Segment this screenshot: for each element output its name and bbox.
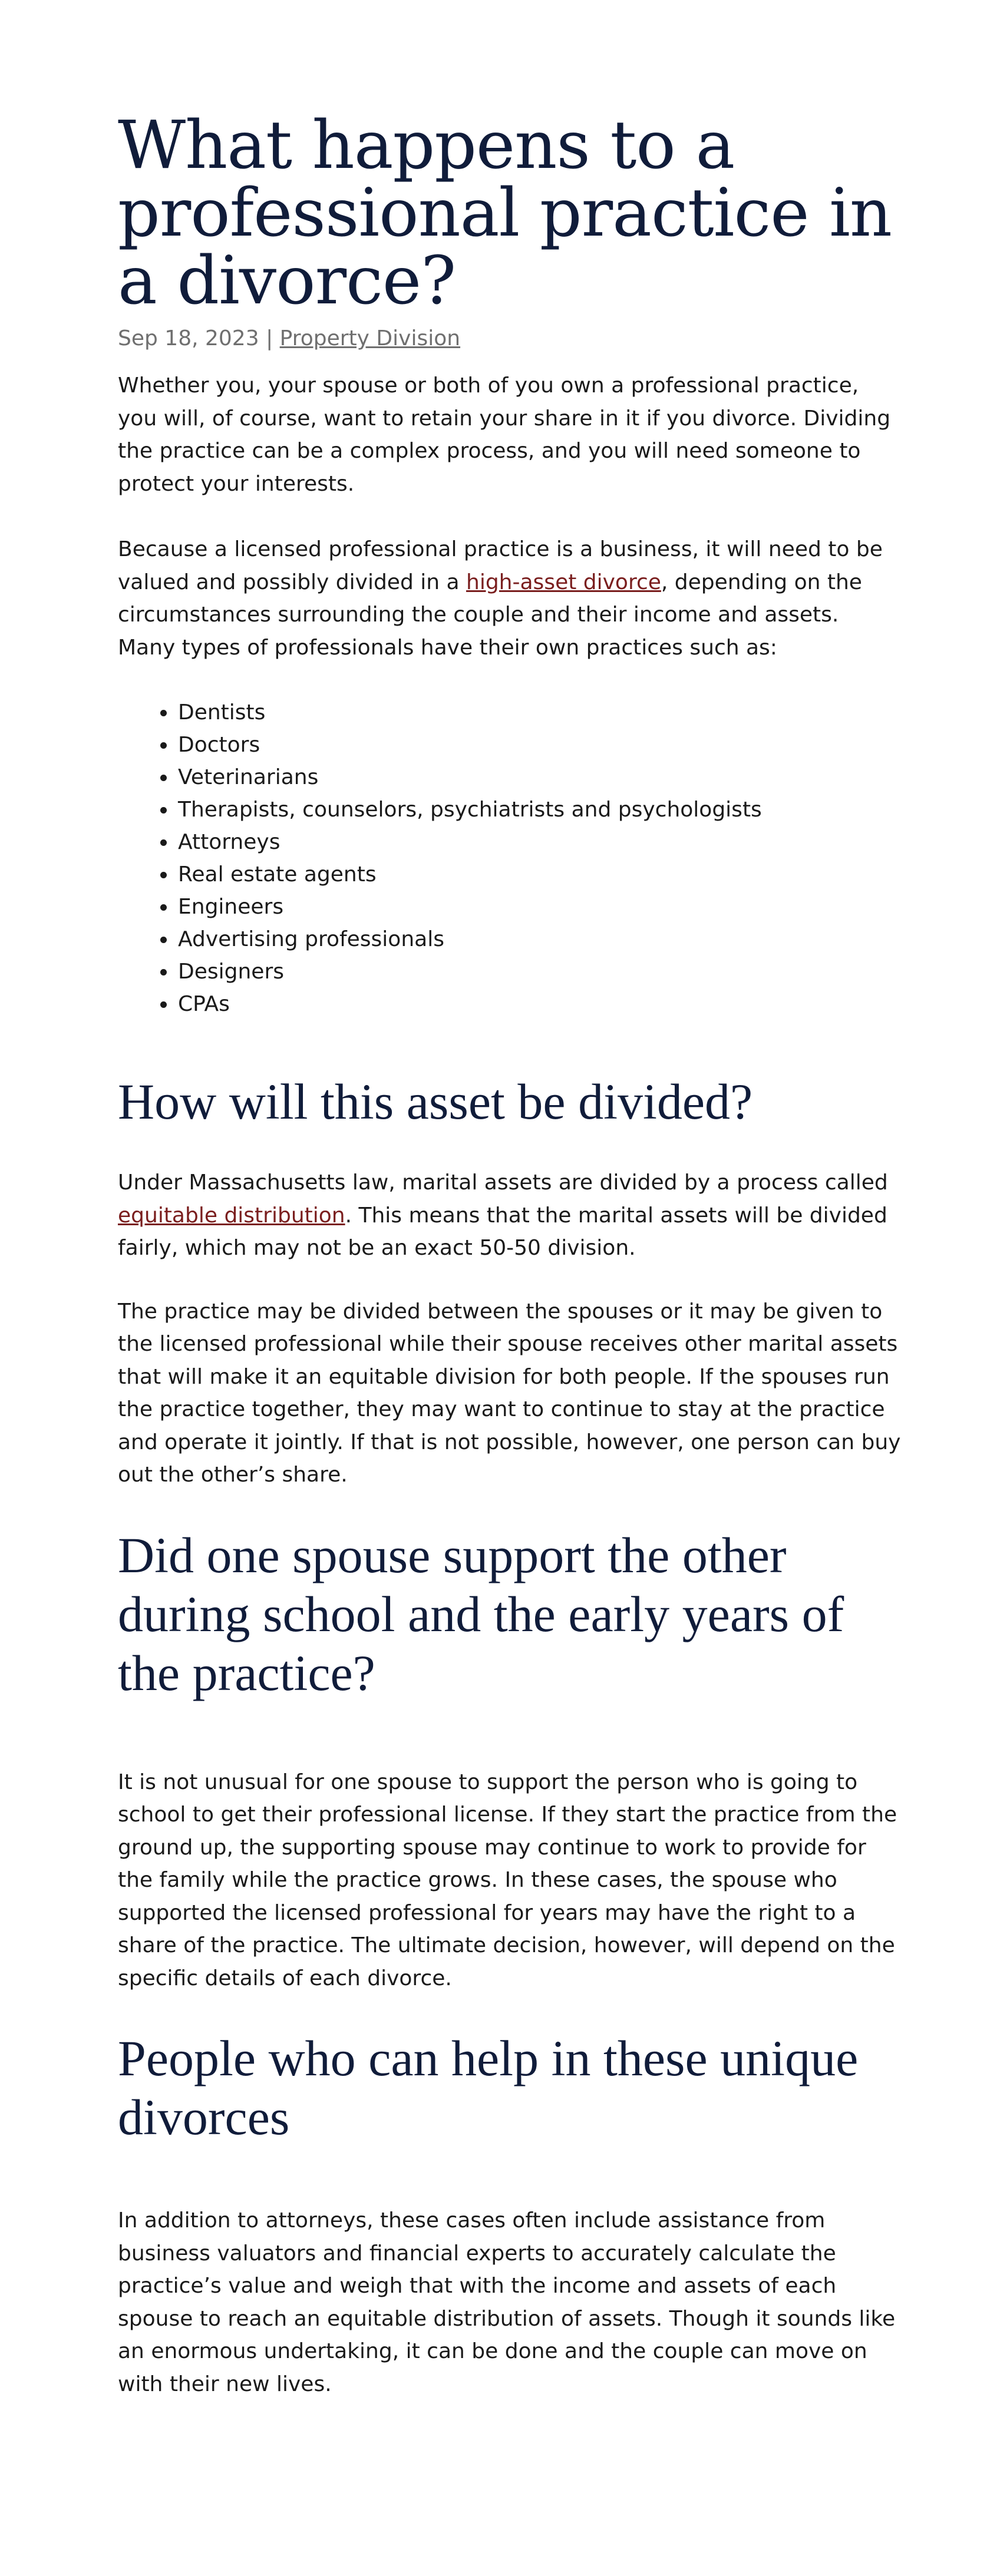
article bbox=[118, 107, 902, 2400]
heading-help: People who can help in these unique divorces bbox=[118, 2030, 859, 2145]
list-item: • Designers bbox=[177, 955, 902, 988]
heading-division: How will this asset be divided? bbox=[118, 1073, 753, 1130]
list-item: • Doctors bbox=[177, 729, 902, 761]
list-item: • Veterinarians bbox=[177, 761, 902, 793]
paragraph-text: Because a licensed professional practice is a business, it will need to be valued and possibly divided in a bbox=[118, 537, 883, 594]
publish-date: Sep 18, 2023 bbox=[118, 326, 259, 350]
paragraph-support: It is not unusual for one spouse to support the person who is going to school to get their professional license. If they start the practice from the ground up, the supporting spouse may continue to work to provide for the family while the practice grows. In these cases, the spouse who supported the licensed professional for years may have the right to a share of the practice. The ultimate decision, however, will depend on the specific details of each divorce. bbox=[118, 1770, 897, 1990]
professions-list bbox=[118, 696, 902, 1020]
paragraph-text: , depending on the circumstances surrounding the couple and their income and assets. Many types of professionals have their own practices such as: bbox=[118, 570, 862, 660]
paragraph-equitable bbox=[118, 1166, 902, 1265]
list-item: • CPAs bbox=[177, 988, 902, 1020]
paragraph-text: Under Massachusetts law, marital assets are divided by a process called bbox=[118, 1170, 888, 1195]
list-item: • Engineers bbox=[177, 891, 902, 923]
paragraph-practice-split: The practice may be divided between the spouses or it may be given to the licensed professional while their spouse receives other marital assets that will make it an equitable division for both people. If the spouses run the practice together, they may want to continue to stay at the practice and operate it jointly. If that is not possible, however, one person can buy out the other’s share. bbox=[118, 1299, 901, 1487]
article-meta bbox=[118, 325, 902, 353]
equitable-distribution-link[interactable]: equitable distribution bbox=[118, 1203, 345, 1228]
paragraph-text: . This means that the marital assets will be divided fairly, which may not be an exact 50-50 division. bbox=[118, 1203, 887, 1260]
category-link[interactable]: Property Division bbox=[279, 326, 461, 350]
paragraph-help: In addition to attorneys, these cases often include assistance from business valuators and financial experts to accurately calculate the practice’s value and weigh that with the income and assets of each spouse to reach an equitable distribution of assets. Though it sounds like an enormous undertaking, it can be done and the couple can move on with their new lives. bbox=[118, 2208, 896, 2396]
heading-support: Did one spouse support the other during school and the early years of the practice? bbox=[118, 1526, 844, 1701]
article-title: What happens to a professional practice in a divorce? bbox=[118, 107, 892, 319]
intro-paragraph: Whether you, your spouse or both of you own a professional practice, you will, of course, want to retain your share in it if you divorce. Dividing the practice can be a complex process, and you will need someone to protect your interests. bbox=[118, 373, 891, 496]
high-asset-divorce-link[interactable]: high-asset divorce bbox=[466, 570, 661, 594]
paragraph-business bbox=[118, 533, 902, 664]
meta-separator: | bbox=[266, 326, 273, 350]
list-item: • Advertising professionals bbox=[177, 923, 902, 955]
list-item: • Dentists bbox=[177, 696, 902, 729]
list-item: • Therapists, counselors, psychiatrists and psychologists bbox=[177, 793, 902, 826]
list-item: • Real estate agents bbox=[177, 858, 902, 891]
list-item: • Attorneys bbox=[177, 826, 902, 858]
